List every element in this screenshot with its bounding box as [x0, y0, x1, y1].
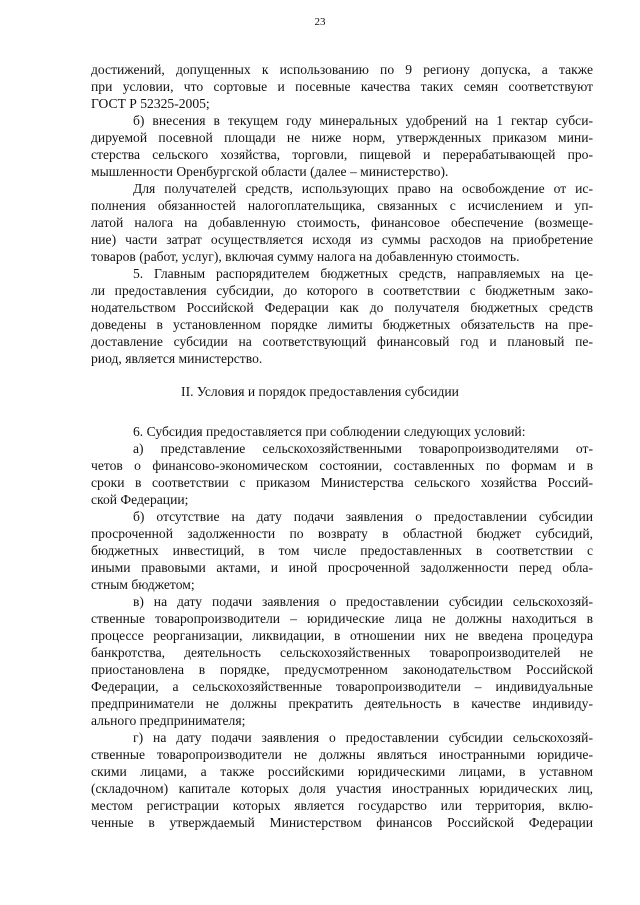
text-line: просроченной задолженности по возврату в областной бюджет субсидий,: [91, 526, 593, 541]
text-line: при условии, что сортовые и посевные качества таких семян соответствуют: [91, 79, 593, 94]
text-line: б) внесения в текущем году минеральных удобрений на 1 гектар субси-: [133, 113, 593, 128]
text-line: четов о финансово-экономическом состоянии, составленных по формам и в: [91, 458, 593, 473]
text-line: достижений, допущенных к использованию по 9 региону допуска, а также: [91, 62, 593, 77]
text-line: латой налога на добавленную стоимость, финансовое обеспечение (возмеще-: [91, 215, 593, 230]
text-line: 6. Субсидия предоставляется при соблюдении следующих условий:: [133, 424, 526, 439]
text-line: г) на дату подачи заявления о предоставлении субсидии сельскохозяй-: [133, 730, 593, 745]
text-line: процессе реорганизации, ликвидации, в отношении них не введена процедура: [91, 628, 593, 643]
text-line: мышленности Оренбургской области (далее – министерство).: [91, 164, 449, 179]
text-line: ГОСТ Р 52325-2005;: [91, 96, 210, 111]
text-line: ние) части затрат осуществляется исходя из суммы расходов на приобретение: [91, 232, 593, 247]
text-line: Для получателей средств, использующих право на освобождение от ис-: [133, 181, 593, 196]
text-line: а) представление сельскохозяйственными товаропроизводителями от-: [133, 441, 593, 456]
text-line: 5. Главным распорядителем бюджетных средств, направляемых на це-: [133, 266, 593, 281]
text-line: Федерации, а сельскохозяйственные товаропроизводители – индивидуальные: [91, 679, 593, 694]
text-line: ской Федерации;: [91, 492, 189, 507]
text-line: сроки в соответствии с приказом Министерства сельского хозяйства Россий-: [91, 475, 593, 490]
page-number: 23: [314, 16, 326, 28]
text-line: ственные товаропроизводители не должны являться иностранными юридиче-: [91, 747, 593, 762]
text-line: (складочном) капитале которых доля участия иностранных юридических лиц,: [91, 781, 593, 796]
text-line: ченные в утверждаемый Министерством финансов Российской Федерации: [91, 815, 593, 830]
text-line: стерства сельского хозяйства, торговли, пищевой и перерабатывающей про-: [91, 147, 593, 162]
text-line: в) на дату подачи заявления о предоставлении субсидии сельскохозяй-: [133, 594, 593, 609]
text-line: ственные товаропроизводители – юридические лица не должны находиться в: [91, 611, 593, 626]
text-line: б) отсутствие на дату подачи заявления о предоставлении субсидии: [133, 509, 593, 524]
text-line: ли предоставления субсидии, до которого в соответствии с бюджетным зако-: [91, 283, 593, 298]
text-line: стным бюджетом;: [91, 577, 195, 592]
text-line: приостановлена в порядке, предусмотренном законодательством Российской: [91, 662, 593, 677]
text-line: доставление субсидии на соответствующий финансовый год и плановый пе-: [91, 334, 593, 349]
text-line: товаров (работ, услуг), включая сумму налога на добавленную стоимость.: [91, 249, 520, 264]
text-line: риод, является министерство.: [91, 351, 263, 366]
text-line: банкротства, деятельность сельскохозяйственных товаропроизводителей не: [91, 645, 593, 660]
section-heading: II. Условия и порядок предоставления субсидии: [181, 384, 459, 399]
text-line: предприниматели не должны прекратить деятельность в качестве индивиду-: [91, 696, 593, 711]
text-line: нодательством Российской Федерации как до получателя бюджетных средств: [91, 300, 593, 315]
text-line: иными правовыми актами, и иной просроченной задолженности перед обла-: [91, 560, 593, 575]
text-line: бюджетных инвестиций, в том числе предоставленных в соответствии с: [91, 543, 593, 558]
text-line: скими лицами, а также российскими юридическими лицами, в уставном: [91, 764, 593, 779]
text-line: местом регистрации которых является государство или территория, вклю-: [91, 798, 593, 813]
text-line: ального предпринимателя;: [91, 713, 246, 728]
text-line: доведены в установленном порядке лимиты бюджетных обязательств на пре-: [91, 317, 593, 332]
text-line: дируемой посевной площади не ниже норм, утвержденных приказом мини-: [91, 130, 593, 145]
text-line: полнения обязанностей налогоплательщика, связанных с исчислением и уп-: [91, 198, 593, 213]
